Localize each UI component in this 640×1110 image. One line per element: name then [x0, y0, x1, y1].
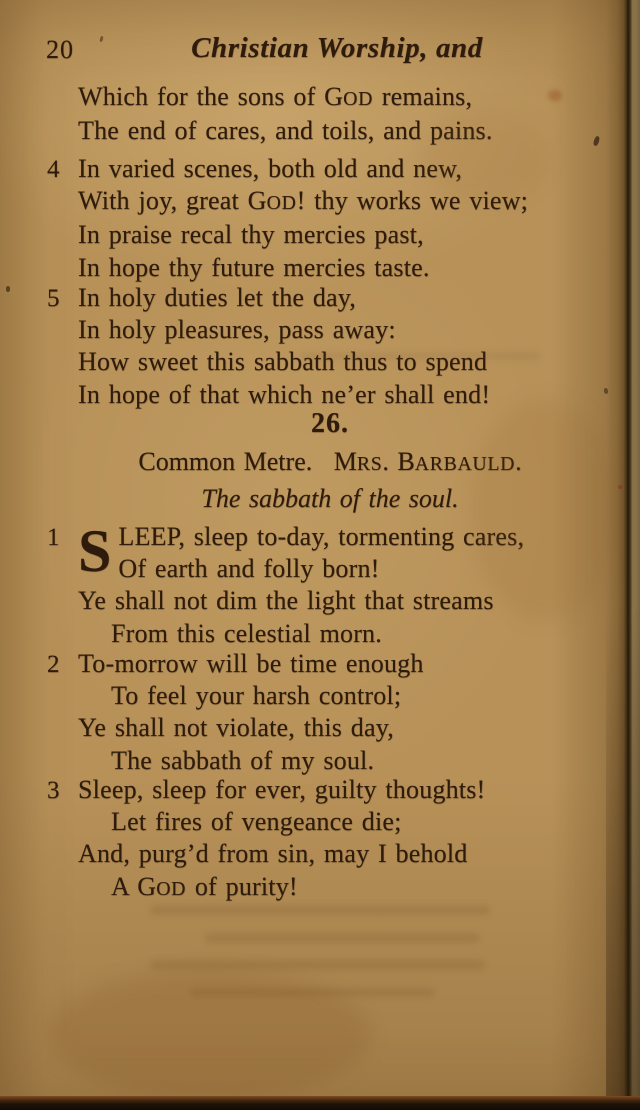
- verse-number: 5: [47, 285, 60, 312]
- verse-line: Let fires of vengeance die;: [111, 807, 402, 837]
- verse-line: In praise recal thy mercies past,: [78, 220, 424, 250]
- bleedthrough-line: [300, 352, 540, 360]
- verse-line: The sabbath of my soul.: [111, 745, 375, 775]
- verse-line: In holy duties let the day,: [78, 283, 356, 312]
- stanza: [47, 282, 610, 411]
- verse-line: In hope thy future mercies taste.: [78, 252, 430, 282]
- verse-line: With joy, great GOD! thy works we view;: [78, 186, 529, 216]
- running-title: Christian Worship, and: [191, 32, 483, 64]
- verse-line: How sweet this sabbath thus to spend: [78, 347, 488, 377]
- page-fore-edge: [606, 0, 640, 1098]
- verse-line: Which for the sons of GOD remains,: [78, 82, 473, 111]
- hymn-meta: Common Metre. MRS. BARBAULD.: [138, 447, 522, 476]
- scan-bottom-edge: [0, 1096, 640, 1110]
- verse-line: Sleep, sleep for ever, guilty thoughts!: [78, 775, 486, 804]
- bleedthrough-line: [205, 933, 480, 943]
- stain: [420, 110, 550, 200]
- verse-number: 3: [47, 777, 60, 804]
- stain: [470, 400, 620, 620]
- bleedthrough-line: [150, 905, 490, 915]
- bleedthrough-line: [150, 960, 485, 970]
- verse-line: A GOD of purity!: [111, 871, 298, 901]
- verse-line: The end of cares, and toils, and pains.: [78, 116, 493, 146]
- verse-number: 4: [47, 156, 60, 183]
- verse-number: 1: [47, 524, 60, 551]
- stain: [548, 90, 562, 101]
- verse-line: In hope of that which ne’er shall end!: [78, 379, 491, 409]
- page-header: [0, 32, 640, 72]
- stain: [50, 970, 370, 1100]
- stanza: [47, 774, 610, 905]
- verse-line: Ye shall not dim the light that streams: [78, 586, 494, 616]
- verse-line: From this celestial morn.: [111, 618, 382, 648]
- verse-line: Ye shall not violate, this day,: [78, 713, 394, 743]
- verse-line: Of earth and folly born!: [118, 554, 380, 584]
- hymn-number: 26.: [311, 408, 349, 439]
- verse-line: To feel your harsh control;: [111, 681, 402, 711]
- stanza: [47, 648, 610, 777]
- verse-line: To-morrow will be time enough: [78, 649, 424, 678]
- verse-number: 2: [47, 651, 60, 678]
- ink-speck: [6, 286, 10, 292]
- verse-line: And, purg’d from sin, may I behold: [78, 839, 468, 869]
- drop-cap: S: [78, 518, 112, 584]
- verse-line: In varied scenes, both old and new,: [78, 154, 463, 183]
- page-number: 20: [46, 35, 74, 64]
- verse-line: LEEP, sleep to-day, tormenting cares,: [118, 522, 525, 551]
- verse-line: In holy pleasures, pass away:: [78, 315, 396, 345]
- hymn-title: The sabbath of the soul.: [201, 484, 459, 513]
